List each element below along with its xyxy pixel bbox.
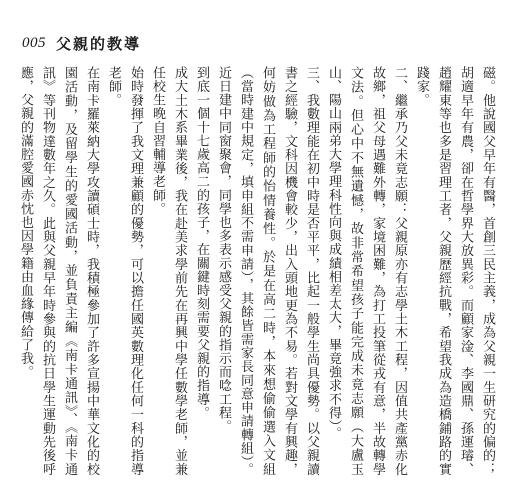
paragraph-2: 二、繼承乃父未竟志願：父親原亦有志學土木工程，因值共產黨赤化故鄉，祖父母遇難外轉，家境困難，為打工投筆從戎有意，半故轉學文法。但心中不無遺憾，故非常希望孩子能完成未竟志願（大盧玉山、陽山兩弟大學理科性向與成績相差太大，畢竟強求不得）。 [326, 66, 407, 476]
vertical-body-text [18, 66, 498, 476]
page-number: 005 [22, 34, 46, 51]
page-header [22, 30, 141, 56]
paragraph-4: 到底一個十七歲高二的孩子，在關鍵時刻需要父親的指導。 [194, 66, 209, 420]
paragraph-6: 始時發揮了我文理兼顧的優勢，可以擔任國英數理化任何一科的指導老師。 [106, 66, 143, 476]
paragraph-7: 在南卡羅萊納大學攻讀碩士時，我積極參加了許多宣揚中華文化的校園活動，及留學生的愛國活動，並負責主編《南卡通訊》、《南卡通訊》等刊物達數年之久。此與父親早年時參與的抗日學生運動先後呼應，父親的滿腔愛國赤忱也因學籍由血緣傳給了我。 [18, 66, 99, 476]
running-title: 父親的教導 [56, 34, 142, 53]
paragraph-5: 成大土木系畢業後，我在赴美求學前先在再興中學任數學老師，並兼任校生晚自習輔導老師。 [150, 66, 187, 476]
paragraph-1: 磁。他說國父早年有醫，首創三民主義，成為父親一生研究的偏的；胡適早年有農，卻在哲學界大放異彩。而顧家淦、李國鼎、孫運璿、趙耀東等也多是習理工者，父親歷經抗戰，希望我成為造橋鋪路的實踐家。 [414, 66, 495, 476]
paragraph-3: 三、我數理能在初中時是否平平，比起一般學生尚具優勢。以父親讀書之經驗，文科因機會較少，出入頭地更為不易。若對文學有興趣，何妨做為工程師的怡情養性。於是在高二時，本來想偷偷選入文組（當時建中規定，填申組不需申請），其餘皆需家長同意申請轉組）。近日建中同窗聚會，同學也多表示感受父親的指示而唸工程。 [216, 66, 319, 476]
